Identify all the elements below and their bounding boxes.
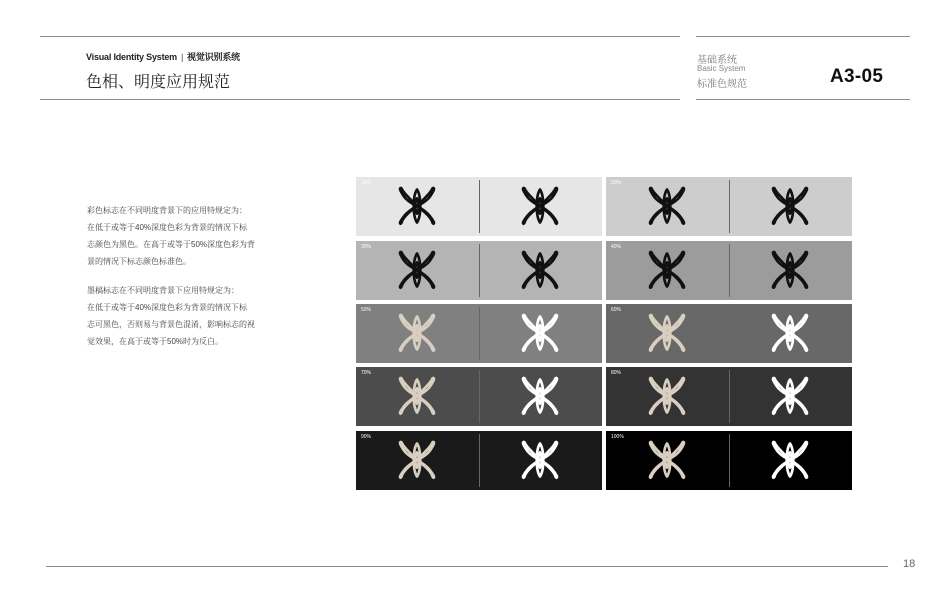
color-logo-icon — [645, 248, 689, 292]
mono-logo-icon — [768, 184, 812, 228]
section-code: A3-05 — [830, 66, 884, 87]
header-en-text: Visual Identity System — [86, 52, 177, 62]
swatch-label: 60% — [611, 307, 622, 313]
swatch-divider — [729, 180, 730, 233]
description-text — [87, 202, 267, 350]
header-en-title — [86, 50, 240, 63]
color-logo-icon — [645, 311, 689, 355]
swatch-label: 30% — [361, 244, 372, 250]
color-logo-icon — [395, 438, 439, 482]
section-sub-label: 标准色规范 — [697, 79, 747, 90]
color-logo-icon — [645, 438, 689, 482]
section-top-rule — [696, 36, 910, 37]
description-line: 志可黑色，否则易与背景色混淆，影响标志的视 — [87, 320, 255, 329]
section-en-label: Basic System — [697, 64, 746, 73]
header-bottom-rule — [40, 99, 680, 100]
description-line: 墨稿标志在不同明度背景下应用特规定为： — [87, 286, 239, 295]
mono-logo-icon — [768, 438, 812, 482]
section-bottom-rule — [696, 99, 910, 100]
swatch-panel — [606, 241, 852, 300]
color-logo-icon — [645, 184, 689, 228]
description-line: 觉效果，在高于或等于50%时为反白。 — [87, 337, 224, 346]
mono-logo-icon — [518, 184, 562, 228]
swatch-divider — [479, 244, 480, 297]
header-cn-text: 视觉识别系统 — [187, 52, 240, 62]
section-cn-label: 基础系统 — [697, 55, 737, 66]
swatch-panel — [356, 367, 602, 426]
swatch-panel — [606, 304, 852, 363]
description-line: 在低于或等于40%深度色彩为背景的情况下标 — [87, 223, 248, 232]
swatch-label: 100% — [611, 434, 624, 440]
header-separator: | — [180, 52, 184, 62]
mono-logo-icon — [768, 248, 812, 292]
swatch-divider — [479, 180, 480, 233]
swatch-label: 20% — [611, 180, 622, 186]
swatch-label: 80% — [611, 370, 622, 376]
swatch-panel — [606, 367, 852, 426]
mono-logo-icon — [518, 311, 562, 355]
footer-rule — [46, 566, 888, 567]
swatch-label: 40% — [611, 244, 622, 250]
description-line: 志颜色为黑色。在高于或等于50%深度色彩为背 — [87, 240, 256, 249]
swatch-divider — [479, 434, 480, 487]
color-logo-icon — [645, 374, 689, 418]
swatch-panel — [356, 431, 602, 490]
swatch-panel — [356, 241, 602, 300]
mono-logo-icon — [768, 374, 812, 418]
page-title: 色相、明度应用规范 — [86, 74, 231, 91]
swatch-label: 70% — [361, 370, 372, 376]
mono-logo-icon — [518, 374, 562, 418]
swatch-panel — [606, 177, 852, 236]
swatch-divider — [729, 244, 730, 297]
swatch-divider — [729, 307, 730, 360]
swatch-divider — [479, 307, 480, 360]
mono-logo-icon — [768, 311, 812, 355]
swatch-panel — [606, 431, 852, 490]
mono-logo-icon — [518, 248, 562, 292]
swatch-panel — [356, 177, 602, 236]
color-logo-icon — [395, 311, 439, 355]
color-logo-icon — [395, 374, 439, 418]
swatch-label: 10% — [361, 180, 372, 186]
description-line: 景的情况下标志颜色标准色。 — [87, 257, 191, 266]
description-line: 在低于或等于40%深度色彩为背景的情况下标 — [87, 303, 248, 312]
color-logo-icon — [395, 184, 439, 228]
swatch-panel — [356, 304, 602, 363]
description-line: 彩色标志在不同明度背景下的应用特规定为： — [87, 206, 247, 215]
color-logo-icon — [395, 248, 439, 292]
swatch-label: 90% — [361, 434, 372, 440]
swatch-label: 50% — [361, 307, 372, 313]
swatch-divider — [729, 370, 730, 423]
mono-logo-icon — [518, 438, 562, 482]
swatch-divider — [729, 434, 730, 487]
page-number: 18 — [903, 558, 916, 570]
header-top-rule — [40, 36, 680, 37]
swatch-divider — [479, 370, 480, 423]
